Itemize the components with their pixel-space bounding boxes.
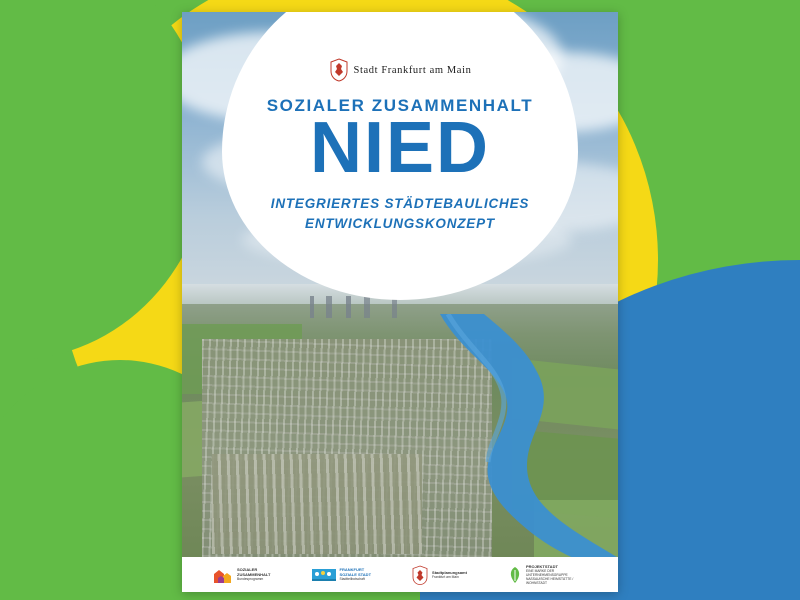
logo-frankfurt-sozialestadt xyxy=(311,565,371,585)
logo-line-3: Stadtteilbotschaft xyxy=(339,577,365,582)
houses-icon xyxy=(212,565,234,585)
logo-line-1: FRANKFURT xyxy=(339,567,365,573)
logo-text xyxy=(237,567,270,581)
photo-ground xyxy=(182,304,618,557)
logo-line-1: SOZIALER xyxy=(237,567,258,573)
leaf-house-icon xyxy=(507,566,523,584)
cover-kicker: SOZIALER ZUSAMMENHALT xyxy=(266,96,534,115)
city-people-icon xyxy=(311,565,337,585)
logo-line-2: Frankfurt am Main xyxy=(432,574,459,579)
cover-title: NIED xyxy=(309,108,491,188)
logo-line-3: Bundesprogramm xyxy=(237,577,264,582)
logo-line-2: EINE MARKE DER UNTERNEHMENSGRUPPE xyxy=(525,568,568,577)
frankfurt-eagle-crest-icon xyxy=(329,58,349,82)
document-cover-page xyxy=(182,12,618,592)
logo-bundesprogramm xyxy=(212,565,270,585)
logo-line-1: PROJEKTSTADT xyxy=(525,563,558,569)
publisher-crest xyxy=(310,12,490,82)
cover-footer-logo-strip xyxy=(182,557,618,592)
photo-river-main xyxy=(432,314,618,557)
photo-urban-area xyxy=(212,454,422,554)
logo-text xyxy=(340,567,371,581)
cover-subtitle xyxy=(222,194,578,233)
cover-subtitle-line-1: INTEGRIERTES STÄDTEBAULICHES xyxy=(270,196,530,211)
cover-title-panel xyxy=(222,12,578,300)
crest-label: Stadt Frankfurt am Main xyxy=(353,64,472,76)
frankfurt-eagle-crest-icon xyxy=(411,565,429,585)
logo-text xyxy=(432,570,467,579)
logo-line-1: Stadtplanungsamt xyxy=(432,569,467,575)
logo-projektstadt xyxy=(507,564,588,585)
logo-line-2: SOZIALE STADT xyxy=(339,572,372,578)
logo-line-2: ZUSAMMENHALT xyxy=(237,572,271,578)
cover-subtitle-line-2: ENTWICKLUNGSKONZEPT xyxy=(305,215,495,231)
logo-line-3: NASSAUISCHE HEIMSTÄTTE / WOHNSTADT xyxy=(525,577,574,586)
logo-stadtplanungsamt xyxy=(411,565,467,585)
logo-text xyxy=(526,564,588,585)
cover-photo-aerial-view xyxy=(182,12,618,557)
